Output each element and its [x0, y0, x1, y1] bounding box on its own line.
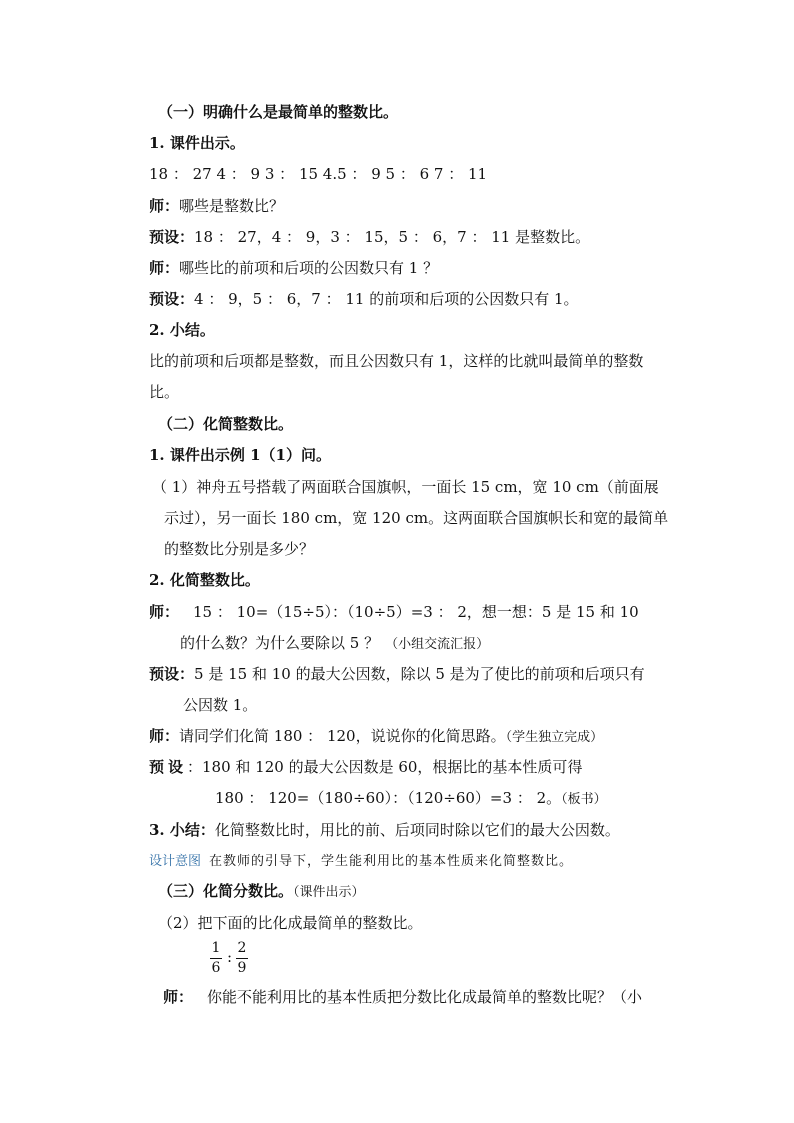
s2-teacher-2 — [149, 726, 603, 748]
s1-summary-line-1: 比的前项和后项都是整数，而且公因数只有 1，这样的比就叫最简单的整数 — [149, 352, 644, 370]
teacher-note: （学生独立完成） — [505, 730, 604, 745]
question-text: 哪些比的前项和后项的公因数只有 1 ？ — [179, 259, 439, 277]
answer-text: 18 ： 27，4 ： 9，3 ： 15，5 ： 6，7 ： 11 是整数比。 — [194, 228, 591, 246]
teacher-text: 你能不能利用比的基本性质把分数比化成最简单的整数比呢？（小 — [207, 988, 643, 1006]
teacher-text: 的什么数？为什么要除以 5 ？ — [180, 634, 380, 652]
answer-text: 4 ： 9，5 ： 6，7 ： 11 的前项和后项的公因数只有 1。 — [194, 290, 579, 308]
s2-example-line-3: 的整数比分别是多少？ — [164, 540, 315, 558]
teacher-label: 师： — [163, 988, 194, 1006]
s1-preset-answer-2 — [149, 289, 579, 309]
preset-label: 预设： — [149, 290, 195, 308]
s2-example-line-1: （ 1）神舟五号搭载了两面联合国旗帜，一面长 15 cm，宽 10 cm（前面展 — [152, 478, 659, 496]
teacher-text: 15 ： 10=（15÷5）：（10÷5）=3 ： 2，想一想：5 是 15 和 10 — [193, 603, 639, 621]
section-3-title-line — [158, 881, 365, 903]
board-note: （板书） — [561, 792, 607, 807]
s1-teacher-question-2 — [149, 258, 438, 278]
s3-question: （2）把下面的比化成最简单的整数比。 — [158, 914, 423, 932]
teacher-text: 请同学们化简 180 ： 120，说说你的化简思路。 — [179, 727, 506, 745]
s2-point-3 — [149, 820, 620, 840]
fraction-one-sixth — [210, 940, 222, 977]
s2-preset-1-line-1 — [149, 664, 645, 684]
teacher-label: 师： — [149, 197, 180, 215]
fraction-numerator: 2 — [237, 940, 247, 956]
section-1-title: （一）明确什么是最简单的整数比。 — [158, 103, 399, 121]
summary-label: 3. 小结： — [149, 821, 215, 839]
fraction-two-ninths — [236, 940, 248, 977]
preset-label: 预设： — [149, 228, 195, 246]
s1-teacher-question-1 — [149, 196, 284, 216]
s2-preset-1-line-2: 公因数 1。 — [183, 696, 258, 714]
section-3-note: （课件出示） — [293, 885, 365, 900]
s1-preset-answer-1 — [149, 227, 590, 247]
answer-text: 5 是 15 和 10 的最大公因数，除以 5 是为了使比的前项和后项只有 — [194, 665, 645, 683]
fraction-denominator: 9 — [237, 960, 247, 976]
s2-point-1: 1. 课件出示例 1（1）问。 — [149, 446, 331, 464]
s2-teacher-1-line-2 — [180, 633, 489, 655]
answer-text: ：180 和 120 的最大公因数是 60，根据比的基本性质可得 — [187, 758, 583, 776]
preset-label: 预设： — [149, 665, 195, 683]
design-intent-text: 在教师的引导下，学生能利用比的基本性质来化简整数比。 — [209, 854, 574, 869]
section-3-title: （三）化简分数比。 — [158, 882, 294, 900]
section-2-title: （二）化简整数比。 — [158, 415, 294, 433]
s2-point-2: 2. 化简整数比。 — [149, 571, 260, 589]
s2-equation — [215, 788, 607, 810]
question-text: 哪些是整数比？ — [179, 197, 285, 215]
s3-teacher-question — [163, 987, 642, 1007]
fraction-bar — [236, 958, 248, 959]
teacher-label: 师： — [149, 727, 180, 745]
s1-ratio-list: 18 ： 27 4 ： 9 3 ： 15 4.5 ： 9 5 ： 6 7 ： 11 — [149, 165, 488, 183]
preset-label: 预设 — [149, 758, 188, 776]
design-intent — [149, 850, 573, 872]
s2-example-line-2: 示过），另一面长 180 cm，宽 120 cm。这两面联合国旗帜长和宽的最简单 — [164, 509, 669, 527]
summary-text: 化简整数比时，用比的前、后项同时除以它们的最大公因数。 — [214, 821, 620, 839]
fraction-numerator: 1 — [211, 940, 221, 956]
fraction-ratio-colon: : — [227, 948, 233, 966]
s2-teacher-1-line-1 — [149, 602, 639, 622]
teacher-label: 师： — [149, 259, 180, 277]
teacher-label: 师： — [149, 603, 180, 621]
fraction-bar — [210, 958, 222, 959]
design-intent-label: 设计意图 — [149, 854, 202, 869]
fraction-denominator: 6 — [211, 960, 221, 976]
equation-text: 180 ： 120=（180÷60）：（120÷60）=3 ： 2。 — [215, 789, 562, 807]
s2-preset-2 — [149, 757, 582, 777]
s1-summary-line-2: 比。 — [149, 383, 180, 401]
teacher-note: （小组交流汇报） — [385, 637, 490, 652]
s1-point-1: 1. 课件出示。 — [149, 134, 245, 152]
s1-point-2: 2. 小结。 — [149, 321, 215, 339]
